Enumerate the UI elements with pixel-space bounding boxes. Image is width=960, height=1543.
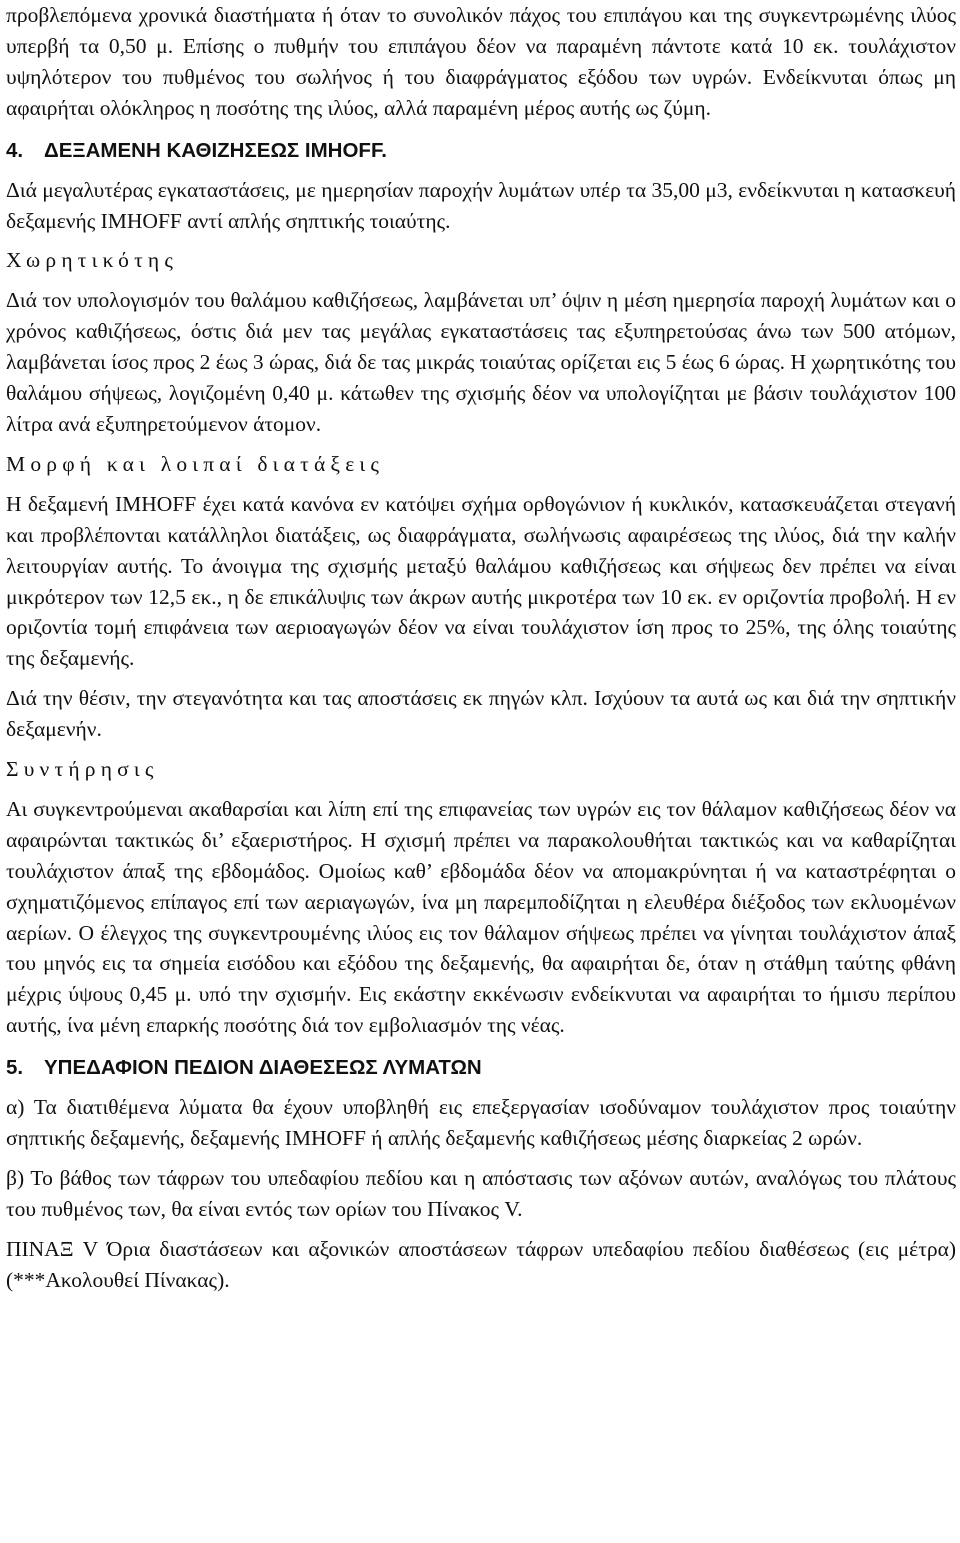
section-title-4: ΔΕΞΑΜΕΝΗ ΚΑΘΙΖΗΣΕΩΣ IMHOFF. — [44, 138, 387, 162]
section-heading-5 — [6, 1053, 956, 1083]
paragraph-position: Διά την θέσιν, την στεγανότητα και τας αποστάσεις εκ πηγών κλπ. Ισχύουν τα αυτά ως και διά την σηπτικήν δεξαμενήν. — [6, 686, 956, 742]
subheading-maintenance: Συντήρησις — [6, 757, 159, 782]
section-number-5: 5. — [6, 1056, 24, 1080]
section-title-5: ΥΠΕΔΑΦΙΟΝ ΠΕΔΙΟΝ ΔΙΑΘΕΣΕΩΣ ΛΥΜΑΤΩΝ — [44, 1056, 482, 1080]
subheading-capacity: Χωρητικότης — [6, 248, 179, 273]
paragraph-maintenance: Αι συγκεντρούμεναι ακαθαρσίαι και λίπη επί της επιφανείας των υγρών εις τον θάλαμον καθιζήσεως δέον να αφαιρώνται τακτικώς δι’ εξαεριστήρος. Η σχισμή πρέπει να παρακολουθήται τακτικώς και να καθαρίζηται τουλάχιστον άπαξ της εβδομάδος. Ομοίως καθ’ εβδομάδα δέον να απομακρύνηται ή να καταστρέφηται ο σχηματιζόμενος επίπαγος επί των αεριαγωγών, ίνα μη παρεμποδίζηται η ελευθέρα διέξοδος των εκλυομένων αερίων. Ο έλεγχος της συγκεντρουμένης ιλύος εις τον θάλαμον σήψεως πρέπει να γίνηται τουλάχιστον άπαξ του μηνός εις τα σημεία εισόδου και εξόδου της δεξαμενής, θα αφαιρήται δε, όταν η στάθμη ταύτης φθάνη μέχρις ύψους 0,45 μ. υπό την σχισμήν. Εις εκάστην εκκένωσιν ενδείκνυται να αφαιρήται το ήμισυ περίπου αυτής, ίνα μένη επαρκής ποσότης διά τον εμβολιασμόν της νέας. — [6, 796, 956, 1038]
subheading-form: Μορφή και λοιπαί διατάξεις — [6, 451, 385, 476]
paragraph-form: Η δεξαμενή IMHOFF έχει κατά κανόνα εν κατόψει σχήμα ορθογώνιον ή κυκλικόν, κατασκευάζεται στεγανή και προβλέπονται κατάλληλοι διατάξεις, ως διαφράγματα, σωλήνωσις αφαιρέσεως της ιλύος, διά την καλήν λειτουργίαν αυτής. Το άνοιγμα της σχισμής μεταξύ θαλάμου καθιζήσεως και σήψεως δεν πρέπει να είναι μικρότερον των 12,5 εκ., η δε επικάλυψις των άκρων αυτής μικροτέρα των 10 εκ. εν οριζοντία προβολή. Η εν οριζοντία τομή επιφάνεια των αεριοαγωγών δέον να είναι τουλάχιστον ίση προς το 25%, της όλης τοιαύτης της δεξαμενής. — [6, 491, 956, 671]
paragraph-imhoff: Διά μεγαλυτέρας εγκαταστάσεις, με ημερησίαν παροχήν λυμάτων υπέρ τα 35,00 μ3, ενδείκνυται η κατασκευή δεξαμενής IMHOFF αντί απλής σηπτικής τοιαύτης. — [6, 177, 956, 233]
paragraph-intro: προβλεπόμενα χρονικά διαστήματα ή όταν το συνολικόν πάχος του επιπάγου και της συγκεντρωμένης ιλύος υπερβή τα 0,50 μ. Επίσης ο πυθμήν του επιπάγου δέον να παραμένη πάντοτε κατά 10 εκ. τουλάχιστον υψηλότερον του πυθμένος του σωλήνος ή του διαφράγματος εξόδου των υγρών. Ενδείκνυται όπως μη αφαιρήται ολόκληρος η ποσότης της ιλύος, αλλά παραμένη μέρος αυτής ως ζύμη. — [6, 3, 956, 120]
document-page — [6, 0, 956, 1296]
section-heading-4 — [6, 136, 956, 166]
paragraph-a: α) Τα διατιθέμενα λύματα θα έχουν υποβληθή εις επεξεργασίαν ισοδύναμον τουλάχιστον προς τοιαύτην σηπτικής δεξαμενής, δεξαμενής IMHOFF ή απλής δεξαμενής καθιζήσεως μέσης διαρκείας 2 ωρών. — [6, 1095, 956, 1151]
paragraph-capacity: Διά τον υπολογισμόν του θαλάμου καθιζήσεως, λαμβάνεται υπ’ όψιν η μέση ημερησία παροχή λυμάτων και ο χρόνος καθιζήσεως, όστις διά μεν τας μεγάλας εγκαταστάσεις τας εξυπηρετούσας άνω των 500 ατόμων, λαμβάνεται ίσος προς 2 έως 3 ώρας, διά δε τας μικράς τοιαύτας ορίζεται εις 5 έως 6 ώρας. Η χωρητικότης του θαλάμου σήψεως, λογιζομένη 0,40 μ. κάτωθεν της σχισμής δέον να υπολογίζηται με βάσιν τουλάχιστον 100 λίτρα ανά εξυπηρετούμενον άτομον. — [6, 288, 956, 436]
paragraph-table-reference: ΠΙΝΑΞ V Όρια διαστάσεων και αξονικών αποστάσεων τάφρων υπεδαφίου πεδίου διαθέσεως (εις μέτρα) (***Ακολουθεί Πίνακας). — [6, 1236, 956, 1292]
paragraph-b: β) Το βάθος των τάφρων του υπεδαφίου πεδίου και η απόστασις των αξόνων αυτών, αναλόγως του πλάτους του πυθμένος των, θα είναι εντός των ορίων του Πίνακος V. — [6, 1166, 956, 1221]
section-number-4: 4. — [6, 138, 24, 162]
